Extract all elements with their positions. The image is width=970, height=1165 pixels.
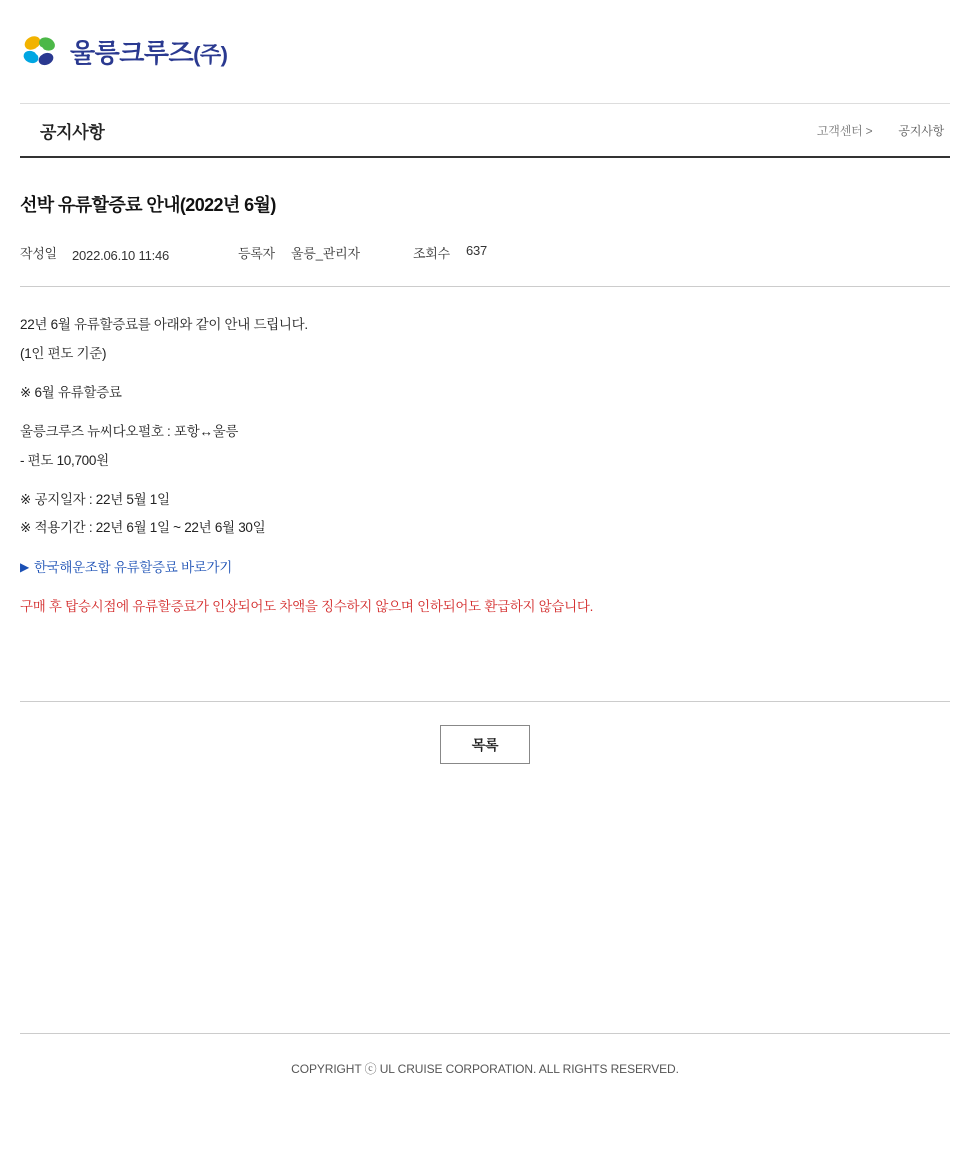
breadcrumb-notice[interactable]: 공지사항 [898,123,944,138]
site-footer [20,1033,950,1077]
meta-writer-value: 울릉_관리자 [291,246,360,261]
body-line-6: ※ 공지일자 : 22년 5월 1일 [20,492,170,508]
body-spacer-2 [20,407,950,418]
meta-writer-label: 등록자 [238,246,275,261]
article [20,158,950,764]
body-line-2: (1인 편도 기준) [20,345,107,361]
breadcrumb [817,122,950,139]
list-button[interactable]: 목록 [440,725,530,764]
meta-created-date-value [72,243,169,268]
article-actions [20,702,950,764]
copyright-text: COPYRIGHT ⓒ UL CRUISE CORPORATION. ALL RIGHTS RESERVED. [291,1062,679,1076]
breadcrumb-customer-center[interactable]: 고객센터 > [816,123,873,138]
article-title: 선박 유류할증료 안내(2022년 6월) [20,195,276,215]
meta-views-value: 637 [466,243,488,258]
body-line-7: ※ 적용기간 : 22년 6월 1일 ~ 22년 6월 30일 [20,520,266,536]
meta-created-date-value-line2: 11:46 [138,248,170,263]
article-body [20,287,950,679]
body-line-4: 울릉크루즈 뉴씨다오펄호 : 포항↔울릉 [20,424,239,440]
meta-writer [238,243,413,262]
body-spacer-1 [20,368,950,379]
body-line-3: ※ 6월 유류할증료 [20,385,122,401]
page-title-bar [20,103,950,158]
meta-created-date-value-line1: 2022.06.10 [72,248,136,263]
body-spacer-4 [20,543,950,554]
arrow-right-icon: ▶ [20,560,29,575]
page-title: 공지사항 [40,122,105,142]
shipping-association-link[interactable]: 한국해운조합 유류할증료 바로가기 [33,559,232,575]
flower-logo-icon [20,32,60,72]
meta-views-label: 조회수 [413,246,450,261]
logo-brand: 울릉크루즈 [70,38,194,68]
meta-created-date-label: 작성일 [20,246,57,261]
external-link-line [20,554,950,582]
meta-views [413,243,487,262]
body-spacer-5 [20,582,950,593]
body-notice-red: 구매 후 탑승시점에 유류할증료가 인상되어도 차액을 징수하지 않으며 인하되어도 환급하지 않습니다. [20,599,594,615]
body-line-1: 22년 6월 유류할증료를 아래와 같이 안내 드립니다. [20,317,308,333]
body-line-5: - 편도 10,700원 [20,452,109,468]
article-meta [20,217,950,287]
meta-created-date [20,243,238,268]
site-header [0,0,970,103]
logo-text [70,33,228,70]
logo-suffix: (주) [193,42,228,67]
site-logo[interactable] [20,32,228,72]
body-spacer-3 [20,475,950,486]
